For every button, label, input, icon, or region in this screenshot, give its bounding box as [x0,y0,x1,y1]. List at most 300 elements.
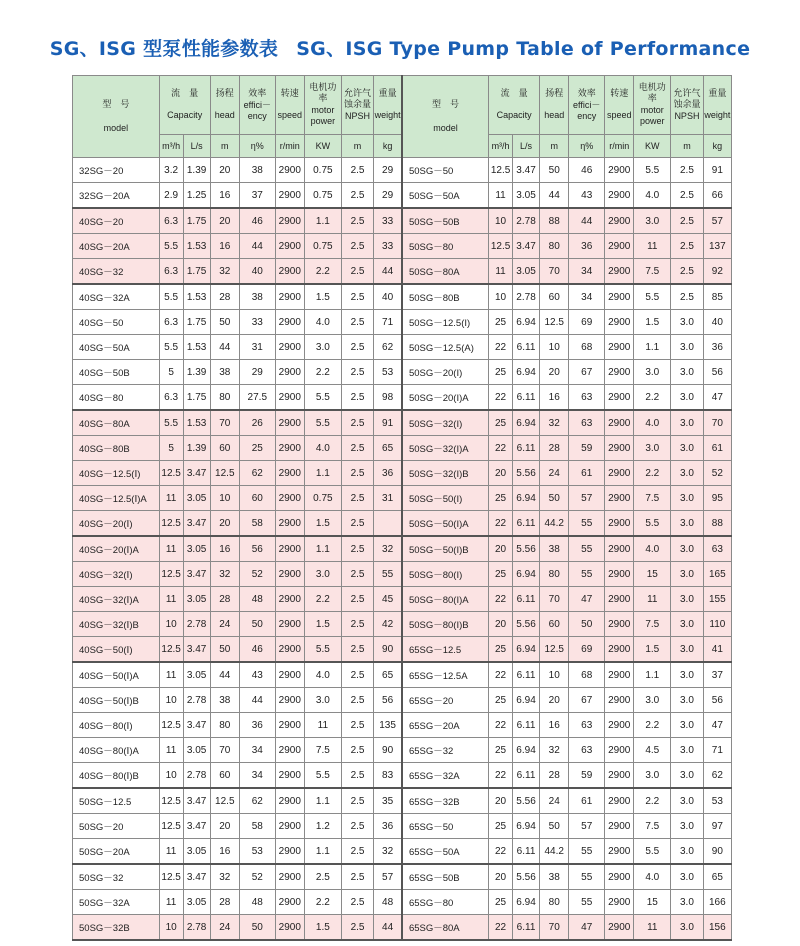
right-model-cell: 50SG－12.5(I) [402,310,489,335]
right-weight-cell: 47 [703,713,731,738]
left-speed-cell: 2900 [275,511,304,537]
right-weight-cell: 110 [703,612,731,637]
right-speed-cell: 2900 [605,360,634,385]
left-head-cell: 12.5 [210,461,239,486]
left-weight-cell: 65 [374,662,402,688]
right-model-cell: 65SG－50B [402,864,489,890]
right-capacity-m3h-cell: 22 [489,511,513,537]
right-capacity-m3h-cell: 22 [489,385,513,411]
right-weight-cell: 88 [703,511,731,537]
left-model-cell: 50SG－12.5 [73,788,160,814]
left-capacity-ls-cell: 1.39 [183,158,210,183]
left-head-cell: 80 [210,385,239,411]
left-capacity-m3h-cell: 5.5 [159,234,183,259]
left-capacity-m3h-cell: 5.5 [159,410,183,436]
left-model-cell: 40SG－12.5(Ⅰ)A [73,486,160,511]
right-weight-cell: 155 [703,587,731,612]
left-model-cell: 50SG－20A [73,839,160,865]
right-capacity-m3h-cell: 22 [489,335,513,360]
left-capacity-ls-cell: 3.47 [183,864,210,890]
right-power-cell: 7.5 [634,814,671,839]
right-capacity-m3h-cell: 25 [489,410,513,436]
right-speed-cell: 2900 [605,158,634,183]
left-capacity-m3h-cell: 12.5 [159,562,183,587]
left-speed-cell: 2900 [275,335,304,360]
right-npsh-cell: 3.0 [671,788,704,814]
left-npsh-cell: 2.5 [341,385,374,411]
right-head-cell: 88 [540,208,569,234]
left-efficiency-cell: 31 [239,335,275,360]
right-npsh-cell: 3.0 [671,335,704,360]
right-model-cell: 50SG－20(I) [402,360,489,385]
right-efficiency-cell: 34 [569,259,605,285]
left-capacity-ls-cell: 2.78 [183,612,210,637]
right-model-cell: 50SG－50 [402,158,489,183]
left-weight-cell: 33 [374,234,402,259]
header-capacity: 流 量 Capacity [159,76,210,135]
left-speed-cell: 2900 [275,385,304,411]
table-row [73,335,732,360]
right-efficiency-cell: 44 [569,208,605,234]
left-head-cell: 16 [210,183,239,209]
right-capacity-m3h-cell: 12.5 [489,158,513,183]
right-speed-cell: 2900 [605,511,634,537]
left-efficiency-cell: 53 [239,839,275,865]
left-capacity-ls-cell: 3.47 [183,788,210,814]
right-head-cell: 70 [540,259,569,285]
right-model-cell: 65SG－32A [402,763,489,789]
right-efficiency-cell: 46 [569,158,605,183]
right-npsh-cell: 3.0 [671,814,704,839]
left-capacity-m3h-cell: 10 [159,612,183,637]
left-model-cell: 40SG－50(Ⅰ)B [73,688,160,713]
left-npsh-cell: 2.5 [341,662,374,688]
left-weight-cell: 33 [374,208,402,234]
right-npsh-cell: 3.0 [671,915,704,941]
header-power: 电机功率 motor power [634,76,671,135]
left-efficiency-cell: 26 [239,410,275,436]
left-head-cell: 32 [210,864,239,890]
right-head-cell: 44.2 [540,511,569,537]
right-model-cell: 50SG－50(I)B [402,536,489,562]
header-npsh: 允许气蚀余量 NPSH [671,76,704,135]
left-efficiency-cell: 50 [239,612,275,637]
right-power-cell: 5.5 [634,839,671,865]
left-head-cell: 28 [210,284,239,310]
left-power-cell: 5.5 [304,385,341,411]
table-row [73,915,732,941]
left-speed-cell: 2900 [275,890,304,915]
left-power-cell: 1.1 [304,461,341,486]
right-capacity-m3h-cell: 22 [489,436,513,461]
left-head-cell: 28 [210,890,239,915]
right-speed-cell: 2900 [605,335,634,360]
table-row [73,310,732,335]
right-speed-cell: 2900 [605,864,634,890]
left-weight-cell: 44 [374,259,402,285]
left-power-cell: 4.0 [304,310,341,335]
left-capacity-ls-cell: 3.47 [183,562,210,587]
left-npsh-cell: 2.5 [341,763,374,789]
left-efficiency-cell: 52 [239,864,275,890]
left-capacity-m3h-cell: 5 [159,436,183,461]
left-capacity-m3h-cell: 12.5 [159,788,183,814]
right-efficiency-cell: 69 [569,310,605,335]
right-model-cell: 65SG－50 [402,814,489,839]
table-row [73,662,732,688]
left-efficiency-cell: 62 [239,461,275,486]
left-model-cell: 40SG－50B [73,360,160,385]
left-npsh-cell: 2.5 [341,158,374,183]
left-capacity-ls-cell: 3.47 [183,511,210,537]
table-row [73,486,732,511]
left-npsh-cell: 2.5 [341,839,374,865]
left-capacity-m3h-cell: 12.5 [159,511,183,537]
left-model-cell: 40SG－32 [73,259,160,285]
left-model-cell: 40SG－50(Ⅰ) [73,637,160,663]
left-capacity-ls-cell: 3.47 [183,814,210,839]
right-head-cell: 50 [540,158,569,183]
right-npsh-cell: 3.0 [671,839,704,865]
left-head-cell: 16 [210,839,239,865]
left-model-cell: 40SG－50 [73,310,160,335]
left-weight-cell: 56 [374,688,402,713]
right-capacity-ls-cell: 6.11 [512,713,539,738]
left-model-cell: 40SG－20A [73,234,160,259]
left-model-cell: 32SG－20 [73,158,160,183]
right-efficiency-cell: 43 [569,183,605,209]
left-weight-cell: 53 [374,360,402,385]
header-speed: 转速 speed [275,76,304,135]
left-head-cell: 16 [210,234,239,259]
left-speed-cell: 2900 [275,536,304,562]
left-efficiency-cell: 40 [239,259,275,285]
left-efficiency-cell: 27.5 [239,385,275,411]
left-model-cell: 40SG－80A [73,410,160,436]
left-model-cell: 40SG－32(Ⅰ) [73,562,160,587]
left-head-cell: 44 [210,335,239,360]
right-capacity-ls-cell: 5.56 [512,788,539,814]
right-capacity-m3h-cell: 20 [489,461,513,486]
right-npsh-cell: 3.0 [671,713,704,738]
table-row [73,511,732,537]
right-power-cell: 5.5 [634,158,671,183]
right-head-cell: 16 [540,713,569,738]
right-efficiency-cell: 50 [569,612,605,637]
table-row [73,461,732,486]
header-speed: 转速 speed [605,76,634,135]
right-speed-cell: 2900 [605,284,634,310]
right-weight-cell: 92 [703,259,731,285]
right-capacity-ls-cell: 6.94 [512,738,539,763]
right-model-cell: 50SG－50A [402,183,489,209]
left-model-cell: 40SG－80 [73,385,160,411]
table-row [73,839,732,865]
right-model-cell: 50SG－32(I)B [402,461,489,486]
left-weight-cell: 42 [374,612,402,637]
right-model-cell: 50SG－80(I)B [402,612,489,637]
right-efficiency-cell: 55 [569,864,605,890]
right-head-cell: 44.2 [540,839,569,865]
right-power-cell: 3.0 [634,360,671,385]
left-weight-cell: 32 [374,536,402,562]
right-npsh-cell: 2.5 [671,183,704,209]
left-power-cell: 1.5 [304,612,341,637]
left-model-cell: 40SG－12.5(Ⅰ) [73,461,160,486]
left-weight-cell: 29 [374,158,402,183]
table-row [73,234,732,259]
right-npsh-cell: 3.0 [671,890,704,915]
right-weight-cell: 52 [703,461,731,486]
right-capacity-ls-cell: 6.11 [512,335,539,360]
left-power-cell: 2.2 [304,360,341,385]
right-power-cell: 3.0 [634,436,671,461]
left-head-cell: 38 [210,688,239,713]
table-row [73,259,732,285]
left-model-cell: 40SG－50(Ⅰ)A [73,662,160,688]
right-power-cell: 1.5 [634,637,671,663]
left-speed-cell: 2900 [275,562,304,587]
left-npsh-cell: 2.5 [341,536,374,562]
left-head-cell: 20 [210,208,239,234]
right-capacity-ls-cell: 3.05 [512,183,539,209]
right-npsh-cell: 3.0 [671,461,704,486]
left-model-cell: 40SG－80(Ⅰ)A [73,738,160,763]
left-power-cell: 5.5 [304,410,341,436]
left-capacity-ls-cell: 3.47 [183,461,210,486]
right-power-cell: 2.2 [634,385,671,411]
left-npsh-cell: 2.5 [341,259,374,285]
right-efficiency-cell: 55 [569,839,605,865]
right-capacity-ls-cell: 6.11 [512,915,539,941]
right-power-cell: 4.5 [634,738,671,763]
left-head-cell: 32 [210,259,239,285]
right-capacity-ls-cell: 6.94 [512,360,539,385]
right-npsh-cell: 3.0 [671,436,704,461]
left-head-cell: 44 [210,662,239,688]
left-speed-cell: 2900 [275,788,304,814]
right-speed-cell: 2900 [605,788,634,814]
right-speed-cell: 2900 [605,536,634,562]
right-capacity-ls-cell: 6.94 [512,486,539,511]
right-head-cell: 38 [540,536,569,562]
left-npsh-cell: 2.5 [341,612,374,637]
right-head-cell: 38 [540,864,569,890]
right-npsh-cell: 3.0 [671,536,704,562]
left-npsh-cell: 2.5 [341,310,374,335]
left-capacity-ls-cell: 2.78 [183,688,210,713]
left-npsh-cell: 2.5 [341,562,374,587]
right-model-cell: 65SG－12.5 [402,637,489,663]
left-speed-cell: 2900 [275,839,304,865]
table-row [73,562,732,587]
right-head-cell: 12.5 [540,310,569,335]
right-capacity-m3h-cell: 11 [489,259,513,285]
left-capacity-ls-cell: 3.05 [183,536,210,562]
table-row [73,688,732,713]
right-efficiency-cell: 69 [569,637,605,663]
table-row [73,536,732,562]
right-npsh-cell: 3.0 [671,310,704,335]
left-weight-cell: 32 [374,839,402,865]
right-capacity-ls-cell: 3.47 [512,234,539,259]
left-speed-cell: 2900 [275,864,304,890]
table-row [73,183,732,209]
left-capacity-ls-cell: 3.05 [183,738,210,763]
table-row [73,612,732,637]
left-efficiency-cell: 25 [239,436,275,461]
left-power-cell: 1.5 [304,915,341,941]
table-row [73,158,732,183]
right-capacity-m3h-cell: 20 [489,536,513,562]
left-capacity-ls-cell: 3.05 [183,839,210,865]
left-weight-cell: 35 [374,788,402,814]
left-power-cell: 3.0 [304,335,341,360]
left-power-cell: 1.5 [304,284,341,310]
right-model-cell: 50SG－32(I) [402,410,489,436]
left-head-cell: 24 [210,915,239,941]
left-weight-cell: 90 [374,637,402,663]
left-weight-cell: 90 [374,738,402,763]
left-head-cell: 20 [210,158,239,183]
right-capacity-m3h-cell: 22 [489,587,513,612]
header-npsh: 允许气蚀余量 NPSH [341,76,374,135]
right-head-cell: 20 [540,360,569,385]
right-capacity-m3h-cell: 22 [489,839,513,865]
left-capacity-m3h-cell: 11 [159,486,183,511]
right-capacity-m3h-cell: 22 [489,915,513,941]
right-speed-cell: 2900 [605,915,634,941]
right-capacity-ls-cell: 5.56 [512,461,539,486]
right-model-cell: 65SG－32B [402,788,489,814]
left-efficiency-cell: 48 [239,890,275,915]
left-capacity-m3h-cell: 11 [159,536,183,562]
left-capacity-ls-cell: 1.25 [183,183,210,209]
right-weight-cell: 97 [703,814,731,839]
right-npsh-cell: 2.5 [671,234,704,259]
left-power-cell: 3.0 [304,562,341,587]
right-npsh-cell: 3.0 [671,486,704,511]
left-npsh-cell: 2.5 [341,713,374,738]
right-speed-cell: 2900 [605,763,634,789]
right-power-cell: 11 [634,234,671,259]
performance-table [72,75,732,941]
right-speed-cell: 2900 [605,814,634,839]
left-efficiency-cell: 33 [239,310,275,335]
right-capacity-ls-cell: 6.94 [512,688,539,713]
left-capacity-ls-cell: 1.53 [183,335,210,360]
right-speed-cell: 2900 [605,587,634,612]
left-power-cell: 2.5 [304,864,341,890]
left-npsh-cell: 2.5 [341,234,374,259]
left-npsh-cell: 2.5 [341,410,374,436]
right-capacity-m3h-cell: 22 [489,763,513,789]
left-speed-cell: 2900 [275,234,304,259]
left-model-cell: 50SG－32 [73,864,160,890]
right-power-cell: 7.5 [634,259,671,285]
left-efficiency-cell: 29 [239,360,275,385]
right-head-cell: 50 [540,486,569,511]
right-capacity-m3h-cell: 25 [489,738,513,763]
left-power-cell: 1.1 [304,839,341,865]
right-model-cell: 50SG－50(I)A [402,511,489,537]
left-efficiency-cell: 50 [239,915,275,941]
left-model-cell: 50SG－20 [73,814,160,839]
right-capacity-ls-cell: 6.94 [512,562,539,587]
right-power-cell: 3.0 [634,688,671,713]
right-capacity-ls-cell: 6.11 [512,662,539,688]
right-weight-cell: 70 [703,410,731,436]
right-speed-cell: 2900 [605,208,634,234]
left-efficiency-cell: 46 [239,208,275,234]
table-header [73,76,732,158]
unit-eff: η% [569,135,605,158]
unit-ls: L/s [183,135,210,158]
right-weight-cell: 40 [703,310,731,335]
left-head-cell: 70 [210,738,239,763]
right-capacity-ls-cell: 2.78 [512,208,539,234]
left-weight-cell: 45 [374,587,402,612]
right-capacity-ls-cell: 3.47 [512,158,539,183]
left-capacity-m3h-cell: 10 [159,688,183,713]
table-row [73,284,732,310]
left-capacity-ls-cell: 3.05 [183,890,210,915]
right-weight-cell: 91 [703,158,731,183]
right-model-cell: 50SG－80(I)A [402,587,489,612]
left-capacity-ls-cell: 1.75 [183,208,210,234]
right-power-cell: 2.2 [634,788,671,814]
right-npsh-cell: 3.0 [671,562,704,587]
left-model-cell: 40SG－20(Ⅰ) [73,511,160,537]
left-capacity-ls-cell: 2.78 [183,763,210,789]
left-capacity-ls-cell: 1.75 [183,259,210,285]
right-weight-cell: 95 [703,486,731,511]
table-row [73,410,732,436]
left-power-cell: 1.5 [304,511,341,537]
left-head-cell: 12.5 [210,788,239,814]
unit-kg: kg [703,135,731,158]
table-row [73,637,732,663]
right-weight-cell: 53 [703,788,731,814]
left-npsh-cell: 2.5 [341,788,374,814]
left-speed-cell: 2900 [275,612,304,637]
left-power-cell: 4.0 [304,662,341,688]
left-speed-cell: 2900 [275,183,304,209]
right-power-cell: 1.1 [634,662,671,688]
table-row [73,864,732,890]
left-model-cell: 40SG－80(Ⅰ)B [73,763,160,789]
left-power-cell: 1.1 [304,208,341,234]
left-speed-cell: 2900 [275,158,304,183]
left-capacity-ls-cell: 3.05 [183,662,210,688]
right-weight-cell: 66 [703,183,731,209]
right-model-cell: 65SG－50A [402,839,489,865]
right-efficiency-cell: 63 [569,385,605,411]
right-power-cell: 4.0 [634,183,671,209]
right-efficiency-cell: 59 [569,436,605,461]
left-power-cell: 1.1 [304,788,341,814]
right-npsh-cell: 3.0 [671,360,704,385]
left-speed-cell: 2900 [275,360,304,385]
table-row [73,713,732,738]
left-head-cell: 60 [210,763,239,789]
right-efficiency-cell: 34 [569,284,605,310]
left-power-cell: 0.75 [304,183,341,209]
right-speed-cell: 2900 [605,562,634,587]
left-efficiency-cell: 44 [239,688,275,713]
right-power-cell: 5.5 [634,511,671,537]
left-npsh-cell: 2.5 [341,436,374,461]
